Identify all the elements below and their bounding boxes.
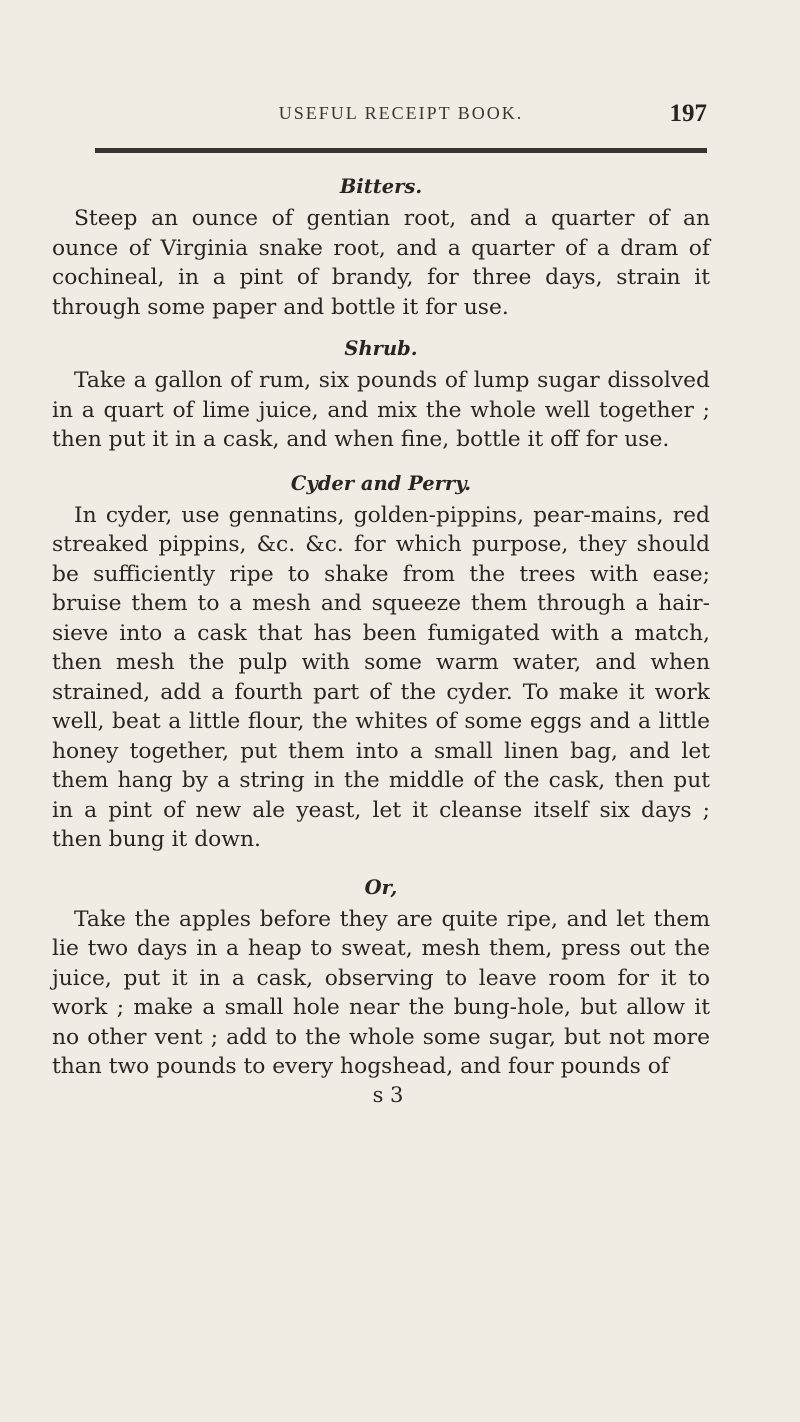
- recipe-heading-shrub: Shrub.: [344, 337, 418, 360]
- recipe-bitters: [52, 170, 710, 322]
- recipe-or: [52, 871, 710, 1082]
- recipe-heading-or: Or,: [364, 875, 398, 899]
- recipe-cyder-and-perry: [52, 467, 710, 855]
- signature-mark: s 3: [372, 1082, 404, 1107]
- recipe-heading-bitters: Bitters.: [339, 175, 423, 198]
- header-rule: [95, 148, 707, 153]
- recipe-heading-cyder-and-perry: Cyder and Perry.: [290, 471, 472, 495]
- recipe-text-or: Take the apples before they are quite ripe, and let them lie two days in a heap to sweat, mesh them, press out the juice, put it in a cask, observing to leave room for it to work ; make a small hole near the bung-hole, but allow it no other vent ; add to the whole some sugar, but not more than two pounds to every hogshead, and four pounds of: [52, 906, 710, 1079]
- recipe-text-cyder-and-perry: In cyder, use gennatins, golden-pippins, pear-mains, red streaked pippins, &c. &c. for which purpose, they should be sufficiently ripe to shake from the trees with ease; bruise them to a mesh and squeeze them through a hair-sieve into a cask that has been fumigated with a match, then mesh the pulp with some warm water, and when strained, add a fourth part of the cyder. To make it work well, beat a little flour, the whites of some eggs and a little honey together, put them into a small linen bag, and let them hang by a string in the middle of the cask, then put in a pint of new ale yeast, let it cleanse itself six days ; then bung it down.: [52, 502, 710, 852]
- running-head: [95, 100, 707, 140]
- page-content: [52, 170, 710, 1108]
- recipe-text-shrub: Take a gallon of rum, six pounds of lump sugar dissolved in a quart of lime juice, and mix the whole well together ; then put it in a cask, and when fine, bottle it off for use.: [52, 368, 710, 452]
- recipe-shrub: [52, 332, 710, 455]
- page-number: 197: [669, 100, 707, 127]
- running-title: USEFUL RECEIPT BOOK.: [278, 103, 524, 123]
- recipe-text-bitters: Steep an ounce of gentian root, and a quarter of an ounce of Virginia snake root, and a quarter of a dram of cochineal, in a pint of brandy, for three days, strain it through some paper and bottle it for use.: [52, 206, 710, 320]
